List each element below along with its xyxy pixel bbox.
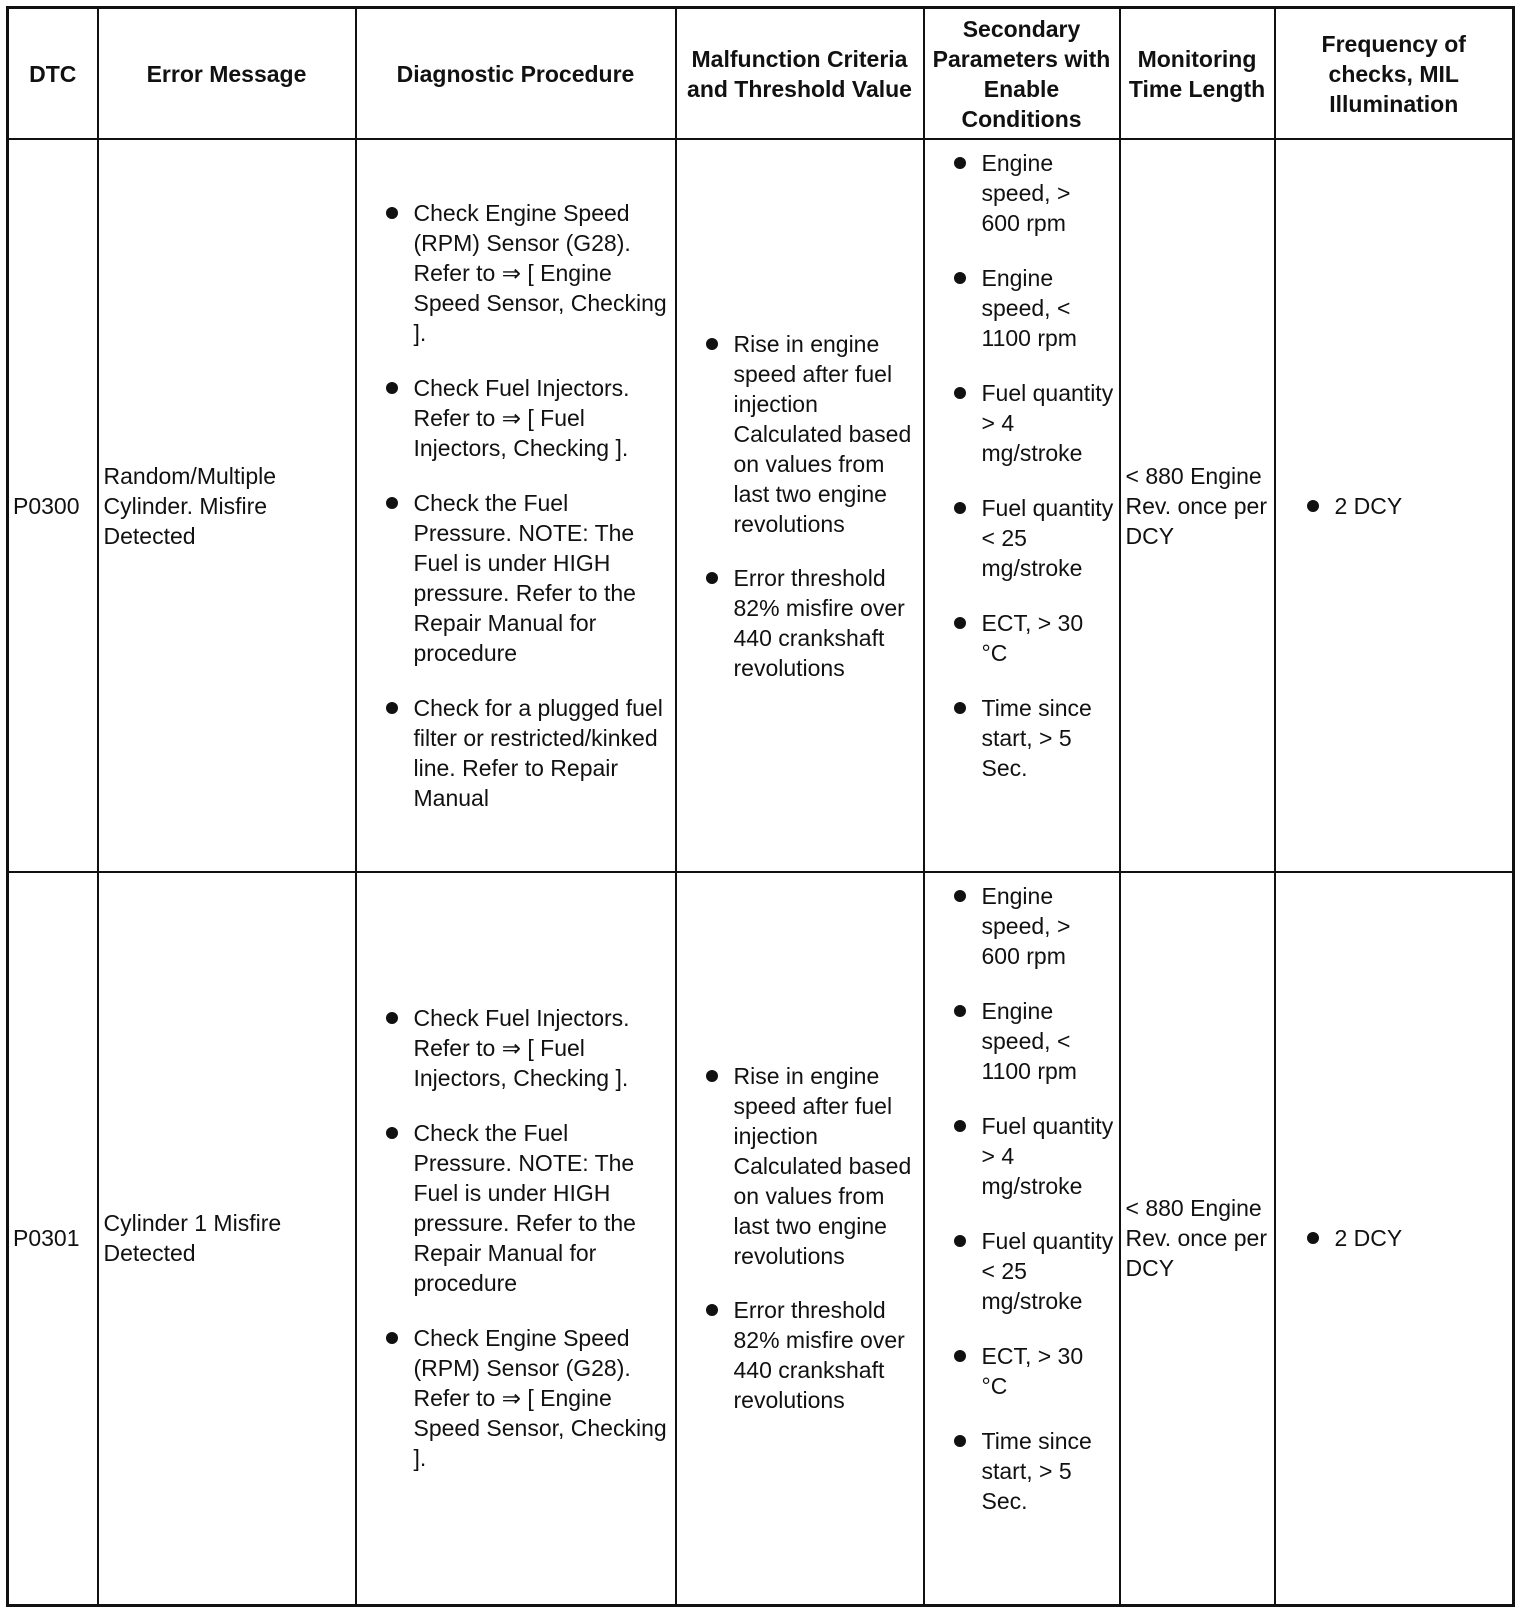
dtc-code: P0301: [8, 872, 98, 1605]
header-frequency: Frequency of checks, MIL Illumination: [1275, 8, 1514, 140]
list-item: Engine speed, > 600 rpm: [950, 148, 1115, 238]
frequency-list: [1281, 1223, 1509, 1253]
list-item: Check Fuel Injectors. Refer to ⇒ [ Fuel Injectors, Checking ].: [382, 1003, 671, 1093]
list-item: Check Engine Speed (RPM) Sensor (G28). Refer to ⇒ [ Engine Speed Sensor, Checking ].: [382, 198, 671, 348]
diagnostic-procedure-list: [362, 198, 671, 813]
diagnostic-procedure-list: [362, 1003, 671, 1473]
table-row: [8, 872, 1514, 1605]
list-item: Time since start, > 5 Sec.: [950, 1426, 1115, 1516]
malfunction-criteria-list: [682, 1061, 919, 1415]
list-item: Rise in engine speed after fuel injection Calculated based on values from last two engine revolutions: [702, 329, 919, 539]
header-dtc: DTC: [8, 8, 98, 140]
diagnostic-procedure-cell: [356, 139, 676, 872]
header-monitoring-time: Monitoring Time Length: [1120, 8, 1275, 140]
malfunction-criteria-cell: [676, 139, 924, 872]
table-row: [8, 139, 1514, 872]
list-item: Error threshold 82% misfire over 440 crankshaft revolutions: [702, 563, 919, 683]
diagnostic-procedure-cell: [356, 872, 676, 1605]
malfunction-criteria-list: [682, 329, 919, 683]
list-item: 2 DCY: [1303, 491, 1509, 521]
malfunction-criteria-cell: [676, 872, 924, 1605]
list-item: Fuel quantity > 4 mg/stroke: [950, 1111, 1115, 1201]
error-message: Random/Multiple Cylinder. Misfire Detected: [98, 139, 356, 872]
list-item: Engine speed, < 1100 rpm: [950, 263, 1115, 353]
dtc-code: P0300: [8, 139, 98, 872]
secondary-parameters-cell: [924, 872, 1120, 1605]
list-item: Fuel quantity < 25 mg/stroke: [950, 493, 1115, 583]
list-item: Check Fuel Injectors. Refer to ⇒ [ Fuel Injectors, Checking ].: [382, 373, 671, 463]
list-item: Check Engine Speed (RPM) Sensor (G28). Refer to ⇒ [ Engine Speed Sensor, Checking ].: [382, 1323, 671, 1473]
header-secondary-parameters: Secondary Parameters with Enable Conditions: [924, 8, 1120, 140]
frequency-cell: [1275, 139, 1514, 872]
monitoring-time: < 880 Engine Rev. once per DCY: [1120, 872, 1275, 1605]
secondary-parameters-list: [930, 148, 1115, 783]
list-item: Engine speed, < 1100 rpm: [950, 996, 1115, 1086]
list-item: ECT, > 30 °C: [950, 1341, 1115, 1401]
table-body: [8, 139, 1514, 1605]
secondary-parameters-cell: [924, 139, 1120, 872]
list-item: 2 DCY: [1303, 1223, 1509, 1253]
header-diagnostic-procedure: Diagnostic Procedure: [356, 8, 676, 140]
secondary-parameters-list: [930, 881, 1115, 1516]
list-item: ECT, > 30 °C: [950, 608, 1115, 668]
monitoring-time: < 880 Engine Rev. once per DCY: [1120, 139, 1275, 872]
list-item: Check the Fuel Pressure. NOTE: The Fuel is under HIGH pressure. Refer to the Repair Manual for procedure: [382, 1118, 671, 1298]
dtc-table: [6, 6, 1515, 1607]
header-error-message: Error Message: [98, 8, 356, 140]
list-item: Time since start, > 5 Sec.: [950, 693, 1115, 783]
list-item: Check the Fuel Pressure. NOTE: The Fuel is under HIGH pressure. Refer to the Repair Manual for procedure: [382, 488, 671, 668]
header-malfunction-criteria: Malfunction Criteria and Threshold Value: [676, 8, 924, 140]
frequency-cell: [1275, 872, 1514, 1605]
header-row: [8, 8, 1514, 140]
error-message: Cylinder 1 Misfire Detected: [98, 872, 356, 1605]
frequency-list: [1281, 491, 1509, 521]
list-item: Fuel quantity > 4 mg/stroke: [950, 378, 1115, 468]
list-item: Error threshold 82% misfire over 440 crankshaft revolutions: [702, 1295, 919, 1415]
list-item: Rise in engine speed after fuel injection Calculated based on values from last two engine revolutions: [702, 1061, 919, 1271]
list-item: Fuel quantity < 25 mg/stroke: [950, 1226, 1115, 1316]
list-item: Engine speed, > 600 rpm: [950, 881, 1115, 971]
list-item: Check for a plugged fuel filter or restricted/kinked line. Refer to Repair Manual: [382, 693, 671, 813]
